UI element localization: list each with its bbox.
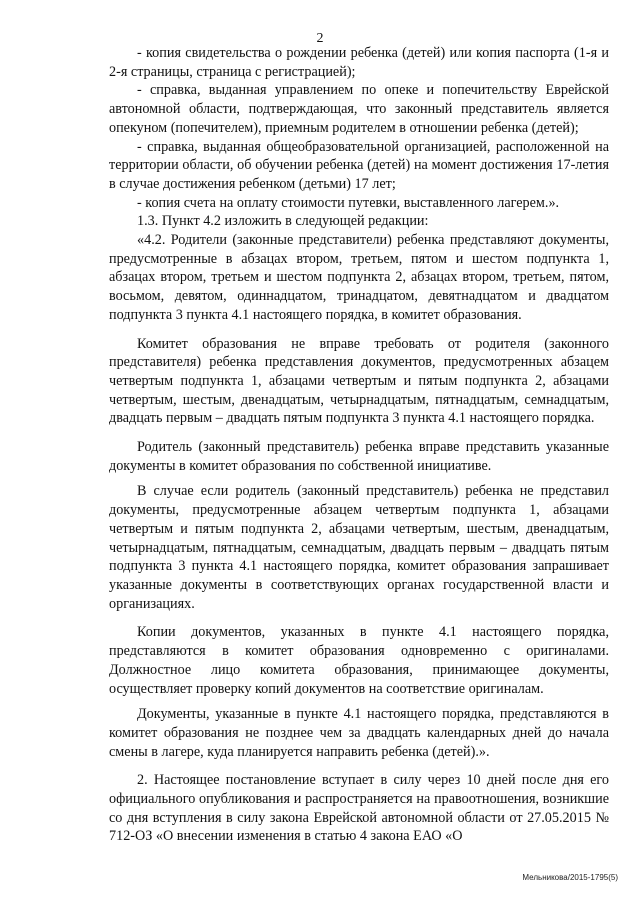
paragraph-clause-1-3: 1.3. Пункт 4.2 изложить в следующей редакции: — [137, 213, 429, 230]
document-body — [109, 44, 609, 846]
paragraph-copies-of-documents: Копии документов, указанных в пункте 4.1 настоящего порядка, представляются в комитет образования одновременно с оригиналами. Должностное лицо комитета образования, принимающее документы, осуществляет проверку копий документов на соответствие оригиналам. — [109, 624, 609, 697]
paragraph-committee-requests: В случае если родитель (законный представитель) ребенка не представил документы, предусмотренные абзацем четвертым подпункта 1, абзацами четвертым и пятым подпункта 2, абзацами четвертым, шестым, двенадцатым, четырнадцатым, пятнадцатым, семнадцатым, двадцать первым – двадцать пятым подпункта 3 пункта 4.1 настоящего порядка, комитет образования запрашивает указанные документы в соответствующих органах государственной власти и организациях. — [109, 483, 609, 612]
paragraph-submission-deadline: Документы, указанные в пункте 4.1 настоящего порядка, представляются в комитет образования не позднее чем за двадцать календарных дней до начала смены в лагере, куда планируется направить ребенка (детей).». — [109, 706, 609, 760]
paragraph-payment-invoice: - копия счета на оплату стоимости путевки, выставленного лагерем.». — [137, 194, 560, 211]
paragraph-school-certificate: - справка, выданная общеобразовательной организацией, расположенной на территории области, об обучении ребенка (детей) на момент достижения 17-летия в случае достижения ребенком (детьми) 17 лет; — [109, 138, 609, 192]
page-number: 2 — [316, 31, 324, 46]
paragraph-parent-may-submit: Родитель (законный представитель) ребенка вправе представить указанные документы в комитет образования по собственной инициативе. — [109, 439, 609, 474]
paragraph-guardianship-certificate: - справка, выданная управлением по опеке и попечительству Еврейской автономной области, подтверждающая, что законный представитель является опекуном (попечителем), приемным родителем в отношении ребенка (детей); — [109, 82, 609, 136]
paragraph-committee-not-entitled: Комитет образования не вправе требовать от родителя (законного представителя) ребенка представления документов, предусмотренных абзацем четвертым подпункта 1, абзацами четвертым и пятым подпункта 2, абзацами четвертым, шестым, двенадцатым, четырнадцатым, пятнадцатым, семнадцатым, двадцать первым – двадцать пятым подпункта 3 пункта 4.1 настоящего порядка. — [109, 335, 609, 427]
document-code: Мельникова/2015-1795(5) — [522, 873, 618, 882]
paragraph-entry-into-force: 2. Настоящее постановление вступает в силу через 10 дней после дня его официального опубликования и распространяется на правоотношения, возникшие со дня вступления в силу закона Еврейской автономной области от 27.05.2015 № 712-ОЗ «О внесении изменения в статью 4 закона ЕАО «О — [109, 772, 609, 845]
paragraph-birth-certificate: - копия свидетельства о рождении ребенка (детей) или копия паспорта (1-я и 2-я страницы, страница с регистрацией); — [109, 45, 609, 80]
paragraph-clause-4-2: «4.2. Родители (законные представители) ребенка представляют документы, предусмотренные в абзацах втором, третьем, пятом и шестом подпункта 1, абзацах втором, третьем и шестом подпункта 2, абзацах втором, третьем, пятом, восьмом, девятом, одиннадцатом, тринадцатом, девятнадцатом и двадцатом подпункта 3 пункта 4.1 настоящего порядка, в комитет образования. — [109, 232, 609, 323]
